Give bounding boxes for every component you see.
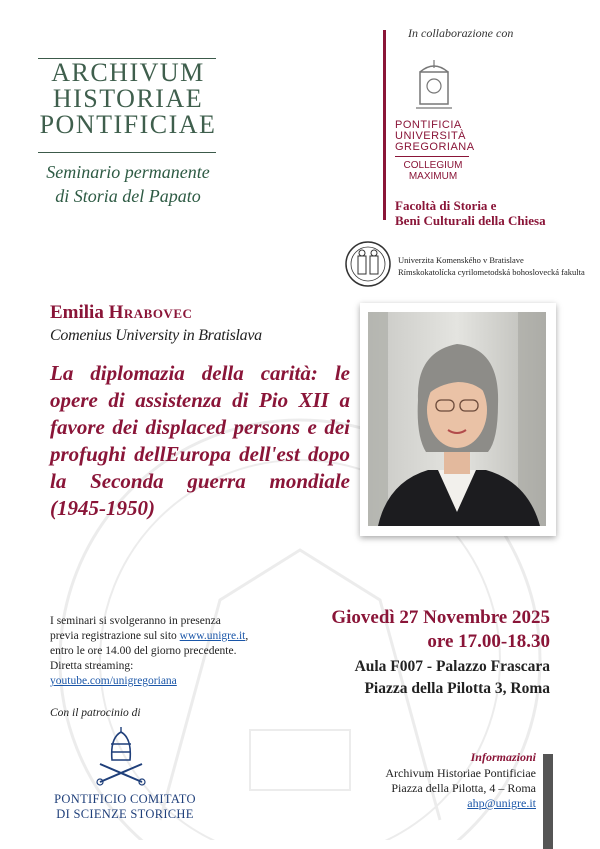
- decorative-bar: [543, 754, 553, 849]
- event-datetime: [300, 606, 550, 654]
- collegium-line-2: MAXIMUM: [408, 171, 458, 182]
- stream-link[interactable]: youtube.com/unigregoriana: [50, 675, 177, 687]
- gregoriana-line-2: UNIVERSITÀ: [395, 130, 467, 142]
- event-date: Giovedì 27 Novembre 2025: [331, 607, 550, 628]
- seminario-line-1: Seminario permanente: [46, 162, 210, 182]
- gregoriana-line-3: GREGORIANA: [395, 141, 475, 153]
- info-line-3: entro le ore 14.00 del giorno precedente.: [50, 645, 237, 657]
- speaker-name: [50, 302, 192, 324]
- speaker-affiliation: Comenius University in Bratislava: [50, 327, 262, 344]
- speaker-first-name: Emilia: [50, 302, 104, 323]
- talk-title: La diplomazia della carità: le opere di assistenza di Pio XII a favore dei displaced persons e dei profughi dellEuropa dell'est dopo la Seconda guerra mondiale (1945-1950): [50, 361, 350, 520]
- seminario-subtitle: [38, 160, 218, 208]
- faculty-line-1: Facoltà di Storia e: [395, 198, 497, 213]
- informazioni-heading: Informazioni: [470, 750, 536, 764]
- papal-tiara-emblem-icon: [90, 726, 152, 788]
- gregoriana-name: [395, 120, 475, 153]
- komensky-text: [398, 254, 585, 278]
- info-line-4: Diretta streaming:: [50, 660, 134, 672]
- komensky-seal-icon: [344, 240, 392, 288]
- event-room: Aula F007 - Palazzo Frascara: [354, 658, 550, 675]
- archivum-line-3: PONTIFICIAE: [39, 110, 217, 139]
- title-rule-bottom: [38, 152, 216, 153]
- pccs-name: [50, 792, 200, 822]
- faculty-line-2: Beni Culturali della Chiesa: [395, 213, 546, 228]
- info-line-2-text: previa registrazione sul sito: [50, 630, 180, 642]
- collegium-line-1: COLLEGIUM: [403, 160, 463, 171]
- faculty-name: [395, 198, 546, 228]
- event-address: Piazza della Pilotta 3, Roma: [364, 680, 550, 697]
- informazioni-org: Archivum Historiae Pontificiae: [385, 766, 536, 780]
- archivum-line-2: HISTORIAE: [52, 84, 204, 113]
- komensky-line-1: Univerzita Komenského v Bratislave: [398, 255, 524, 265]
- archivum-title: [38, 60, 218, 138]
- info-line-2-comma: ,: [245, 630, 249, 642]
- info-line-2: [50, 629, 290, 644]
- informazioni-address: Piazza della Pilotta, 4 – Roma: [391, 781, 536, 795]
- event-venue: [300, 656, 550, 700]
- pccs-line-1: PONTIFICIO COMITATO: [54, 792, 196, 806]
- pccs-line-2: DI SCIENZE STORICHE: [56, 807, 194, 821]
- speaker-portrait: [368, 312, 546, 526]
- komensky-line-2: Rímskokatolícka cyrilometodská bohoslovecká fakulta: [398, 267, 585, 277]
- info-line-1: I seminari si svolgeranno in presenza: [50, 615, 221, 627]
- gregoriana-emblem-icon: [412, 58, 456, 114]
- site-link[interactable]: www.unigre.it: [179, 630, 246, 642]
- collegium-name: [395, 160, 471, 182]
- collaboration-label: In collaborazione con: [408, 26, 514, 40]
- accent-vertical-bar: [383, 30, 386, 220]
- informazioni-details: [340, 766, 536, 811]
- gregoriana-line-1: PONTIFICIA: [395, 119, 462, 131]
- speaker-last-name: Hrabovec: [108, 302, 193, 323]
- patronage-label: Con il patrocinio di: [50, 707, 141, 719]
- archivum-line-1: ARCHIVUM: [51, 58, 205, 87]
- gregoriana-divider: [395, 156, 469, 157]
- email-link[interactable]: ahp@unigre.it: [467, 796, 536, 810]
- registration-info: [50, 614, 290, 689]
- event-time: ore 17.00-18.30: [427, 631, 550, 652]
- seminario-line-2: di Storia del Papato: [55, 186, 201, 206]
